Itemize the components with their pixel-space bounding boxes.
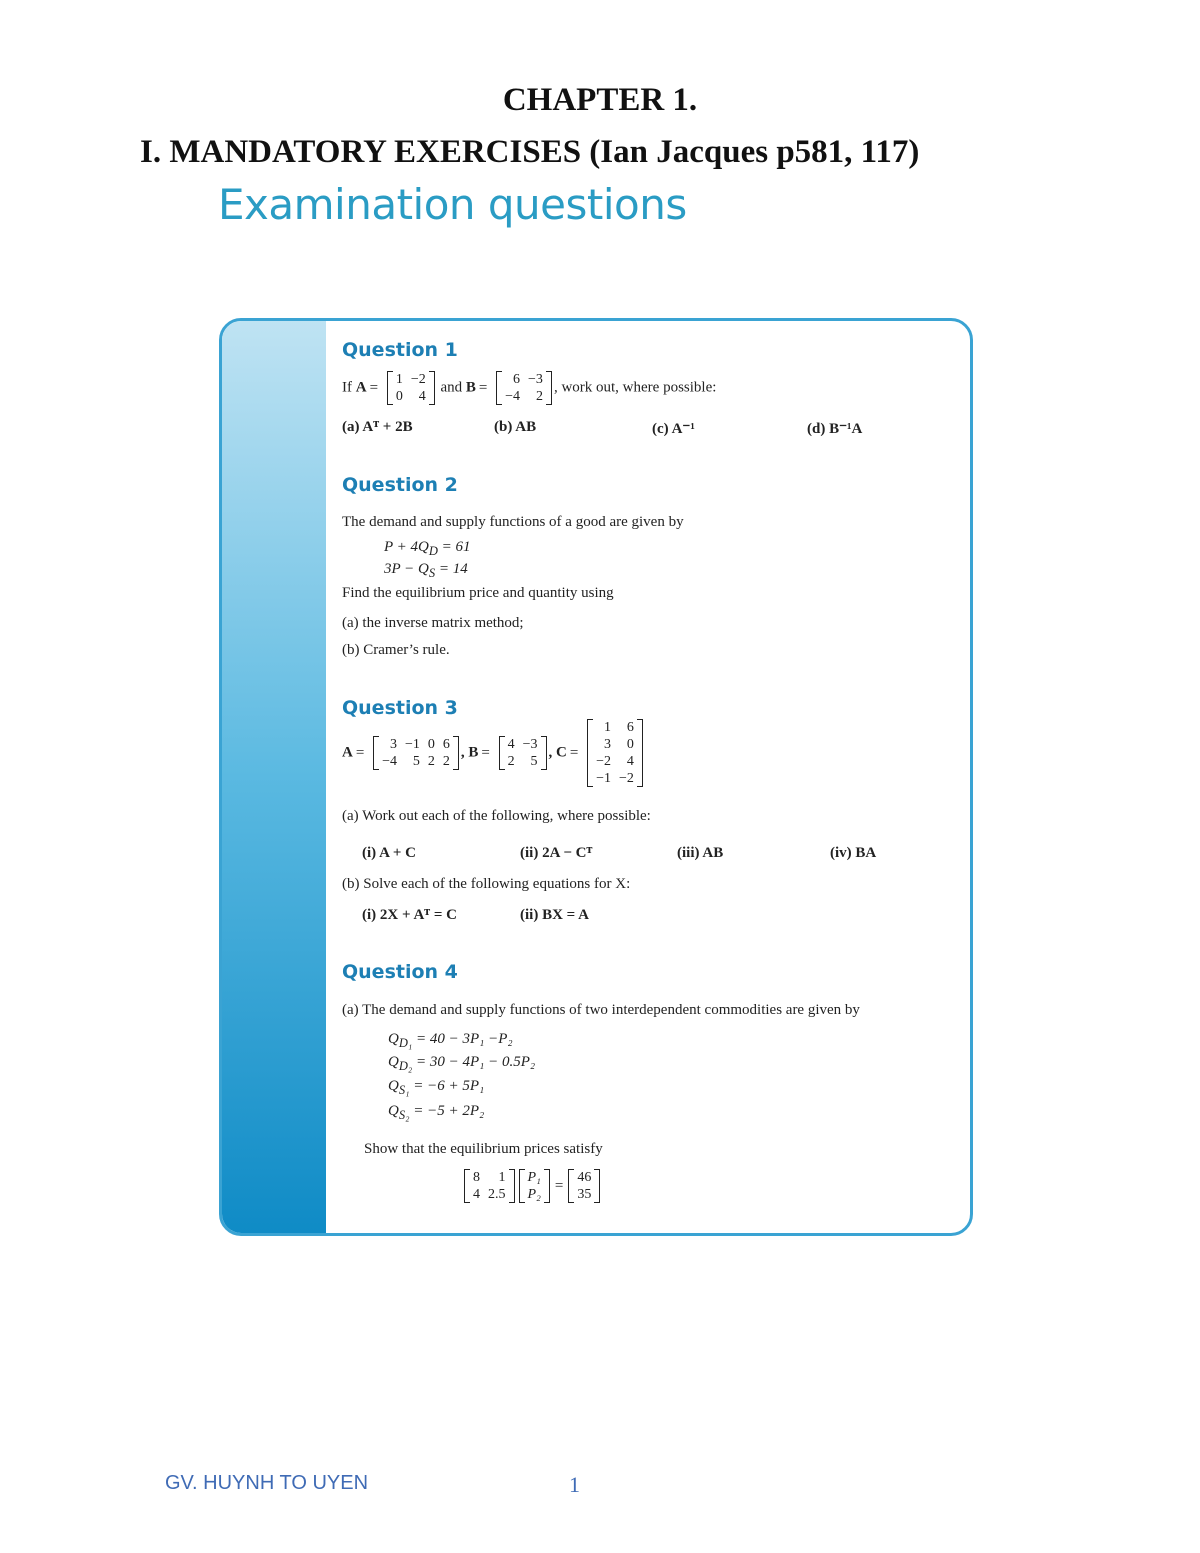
- question-3-matrices: A = 3 −1 0 6 −4 5 2 2 , B = 4 −3 2 5 , C = 1 6 3 0 −2 4 −1 −2: [342, 719, 645, 787]
- if-word: If: [342, 379, 352, 396]
- q3-a-part-ii: (ii) 2A − Cᵀ: [520, 845, 593, 861]
- question-1-title: Question 1: [342, 339, 458, 361]
- q2-equation-1: $P + 4Q_D = 61$: [384, 539, 471, 558]
- q2-equation-2: $3P - Q_S = 14$: [384, 561, 468, 580]
- matrix-a: 1 −2 0 4: [387, 371, 435, 405]
- question-1-tail: , work out, where possible:: [553, 379, 717, 396]
- q1-part-a: (a) Aᵀ + 2B: [342, 419, 413, 435]
- footer-author: GV. HUYNH TO UYEN: [165, 1472, 369, 1494]
- q3-b-part-ii: (ii) BX = A: [520, 907, 589, 923]
- q3-a-intro: (a) Work out each of the following, where possible:: [342, 808, 651, 824]
- q4-equation-3: $Q_{S_1} = -6 + 5P_1$: [388, 1078, 485, 1097]
- q4-equation-2: $Q_{D_2} = 30 - 4P_1 - 0.5P_2$: [388, 1054, 536, 1073]
- q4-a-intro: (a) The demand and supply functions of two interdependent commodities are given by: [342, 1002, 860, 1018]
- q4-matrix-equation: 8 1 4 2.5 P₁ P₂ = 46 35: [462, 1169, 602, 1203]
- q4-rhs-vector: 46 35: [568, 1169, 600, 1203]
- decorative-sidebar: [222, 321, 326, 1233]
- matrix-b-label: B: [465, 379, 476, 396]
- matrix-b: 6 −3 −4 2: [496, 371, 552, 405]
- question-2-title: Question 2: [342, 474, 458, 496]
- q3-b-part-i: (i) 2X + Aᵀ = C: [362, 907, 457, 923]
- q4-equation-1: $Q_{D_1} = 40 - 3P_1 -P_2$: [388, 1031, 513, 1050]
- q4-price-vector: P₁ P₂: [519, 1169, 550, 1203]
- q1-part-c: (c) A⁻¹: [652, 421, 695, 437]
- q2-intro: The demand and supply functions of a good are given by: [342, 514, 684, 530]
- q3-b-intro: (b) Solve each of the following equations for X:: [342, 876, 631, 892]
- and-word: and: [440, 379, 463, 396]
- q4-coefficient-matrix: 8 1 4 2.5: [464, 1169, 515, 1203]
- matrix-a-label: A: [355, 379, 367, 396]
- q2-part-b: (b) Cramer’s rule.: [342, 642, 450, 658]
- section-title: I. MANDATORY EXERCISES (Ian Jacques p581, 117): [140, 134, 920, 170]
- exam-questions-panel: [219, 318, 973, 1236]
- q4-show: Show that the equilibrium prices satisfy: [364, 1141, 603, 1157]
- chapter-title: CHAPTER 1.: [502, 82, 698, 118]
- q1-part-b: (b) AB: [494, 419, 537, 435]
- q3-matrix-c: 1 6 3 0 −2 4 −1 −2: [587, 719, 643, 787]
- q3-matrix-b: 4 −3 2 5: [499, 736, 547, 770]
- question-1-statement: If A = 1 −2 0 4 and B = 6 −3 −4 2 , work out, where possible:: [342, 372, 717, 404]
- q4-equation-4: $Q_{S_2} = -5 + 2P_2$: [388, 1103, 485, 1122]
- exam-heading: Examination questions: [218, 180, 687, 229]
- q2-part-a: (a) the inverse matrix method;: [342, 615, 524, 631]
- page-number: 1: [569, 1472, 580, 1497]
- questions-content: [342, 321, 960, 1233]
- q3-a-part-iv: (iv) BA: [830, 845, 877, 861]
- q3-a-part-iii: (iii) AB: [677, 845, 724, 861]
- q2-find: Find the equilibrium price and quantity using: [342, 585, 614, 601]
- q3-matrix-a: 3 −1 0 6 −4 5 2 2: [373, 736, 459, 770]
- question-3-title: Question 3: [342, 697, 458, 719]
- q3-a-part-i: (i) A + C: [362, 845, 416, 861]
- question-4-title: Question 4: [342, 961, 458, 983]
- q1-part-d: (d) B⁻¹A: [807, 421, 863, 437]
